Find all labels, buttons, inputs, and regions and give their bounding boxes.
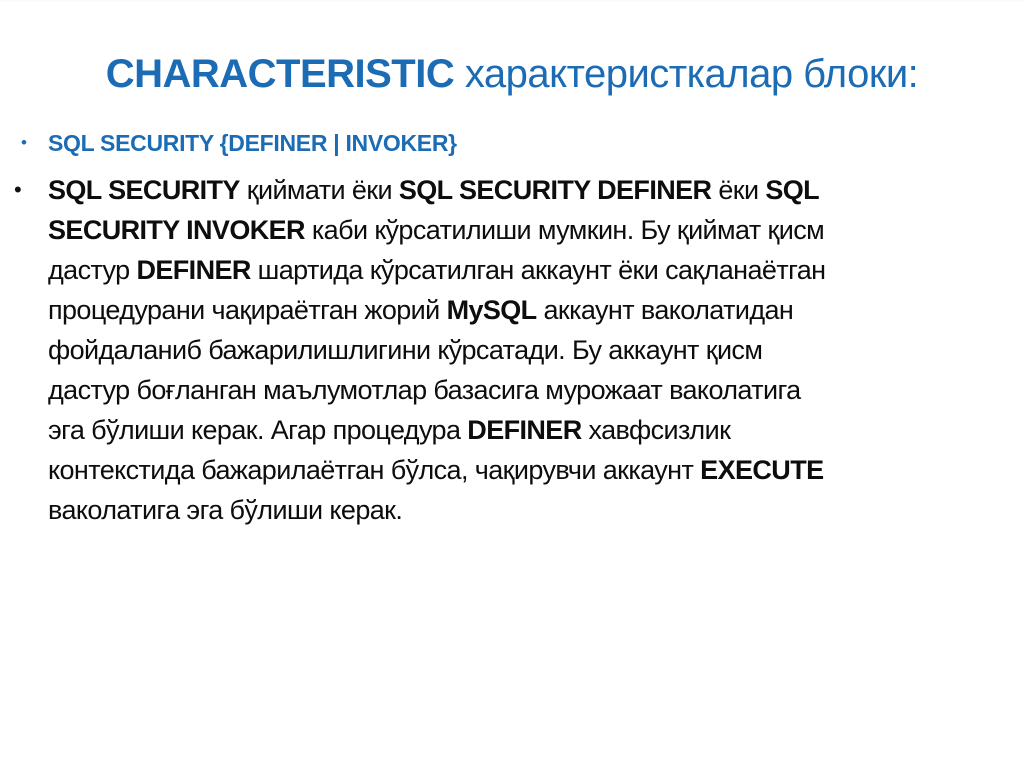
bold-text-segment: DEFINER <box>467 415 582 445</box>
text-segment: дастур боғланган маълумотлар базасига мурожаат ваколатига <box>48 375 801 405</box>
bullet-item <box>14 128 1014 158</box>
bullet-marker: • <box>21 133 27 152</box>
bullet-list <box>0 128 1024 530</box>
text-line <box>48 170 1014 210</box>
text-segment: хавфсизлик <box>581 415 731 445</box>
text-line <box>48 250 1014 290</box>
bold-text-segment: EXECUTE <box>700 455 824 485</box>
text-segment: эга бўлиши керак. Агар процедура <box>48 415 468 445</box>
text-line <box>48 410 1014 450</box>
bold-text-segment: MySQL <box>446 295 537 325</box>
text-segment: контекстида бажарилаётган бўлса, чақирувчи аккаунт <box>48 455 701 485</box>
text-segment: қиймати ёки <box>239 175 399 205</box>
bullet-text <box>48 128 1014 158</box>
bold-text-segment: SQL SECURITY <box>48 175 240 205</box>
text-segment: процедурани чақираётган жорий <box>48 295 447 325</box>
bullet-item <box>14 170 1014 530</box>
text-line <box>48 330 1014 370</box>
text-segment: фойдаланиб бажарилишлигини кўрсатади. Бу аккаунт қисм <box>48 335 763 365</box>
text-segment: ёки <box>711 175 766 205</box>
bold-text-segment: SQL SECURITY DEFINER <box>398 175 712 205</box>
text-line <box>48 210 1014 250</box>
text-segment: аккаунт ваколатидан <box>536 295 794 325</box>
slide-title <box>0 2 1024 98</box>
text-segment: шартида кўрсатилган аккаунт ёки сақланаётган <box>250 255 826 285</box>
title-keyword: CHARACTERISTIC <box>105 52 455 96</box>
text-line <box>48 450 1014 490</box>
text-line <box>48 490 1014 530</box>
bullet-text <box>48 170 1014 530</box>
bold-text-segment: SQL SECURITY {DEFINER | INVOKER} <box>48 130 457 156</box>
bold-text-segment: DEFINER <box>136 255 251 285</box>
bold-text-segment: SQL <box>765 175 820 205</box>
text-segment: ваколатига эга бўлиши керак. <box>48 495 403 525</box>
bold-text-segment: SECURITY INVOKER <box>48 215 305 245</box>
text-line <box>48 128 1014 158</box>
text-segment: дастур <box>48 255 137 285</box>
title-subtitle-text: характеристкалар блоки: <box>454 52 919 96</box>
text-line <box>48 370 1014 410</box>
text-line <box>48 290 1014 330</box>
bullet-marker: • <box>14 177 22 202</box>
text-segment: каби кўрсатилиши мумкин. Бу қиймат қисм <box>304 215 825 245</box>
